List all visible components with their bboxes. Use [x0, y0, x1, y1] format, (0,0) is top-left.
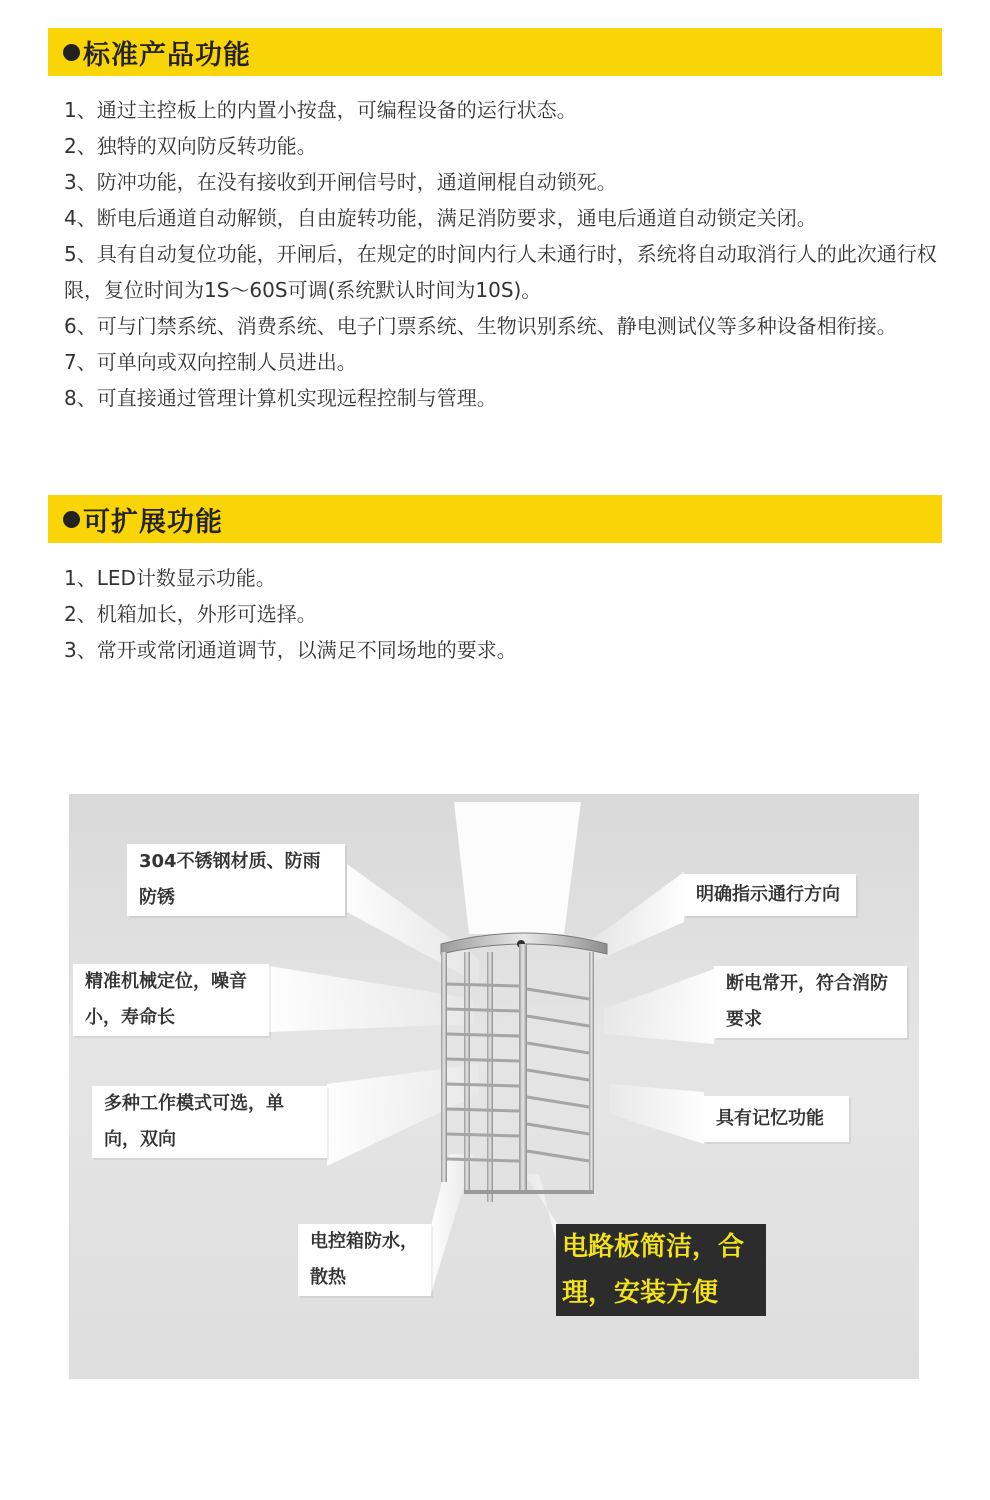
callout-waterproof: 电控箱防水，散热	[298, 1224, 431, 1296]
extended-feature-list	[64, 560, 940, 668]
list-item: 6、可与门禁系统、消费系统、电子门票系统、生物识别系统、静电测试仪等多种设备相衔接。	[64, 314, 897, 338]
list-item: 4、断电后通道自动解锁，自由旋转功能，满足消防要求，通电后通道自动锁定关闭。	[64, 206, 817, 230]
callout-stainless: 304不锈钢材质、防雨防锈	[127, 844, 345, 916]
list-item: 1、通过主控板上的内置小按盘，可编程设备的运行状态。	[64, 98, 577, 122]
callout-circuit: 电路板简洁，合理，安装方便	[556, 1224, 766, 1316]
callout-fire: 断电常开，符合消防要求	[714, 966, 907, 1038]
callout-precision: 精准机械定位，噪音小，寿命长	[73, 964, 269, 1036]
bullet-dot-icon	[63, 44, 80, 61]
list-item: 5、具有自动复位功能，开闸后，在规定的时间内行人未通行时，系统将自动取消行人的此次通行权限，复位时间为1S～60S可调(系统默认时间为10S)。	[64, 242, 937, 302]
list-item: 2、独特的双向防反转功能。	[64, 134, 317, 158]
list-item: 8、可直接通过管理计算机实现远程控制与管理。	[64, 386, 497, 410]
list-item: 3、常开或常闭通道调节，以满足不同场地的要求。	[64, 638, 517, 662]
callout-modes: 多种工作模式可选，单向，双向	[92, 1086, 327, 1158]
callout-direction: 明确指示通行方向	[684, 874, 856, 916]
section-title-extended: 可扩展功能	[83, 506, 223, 538]
callout-memory: 具有记忆功能	[704, 1096, 849, 1142]
section-header-extended	[48, 495, 942, 543]
bullet-dot-icon	[63, 511, 80, 528]
section-title-standard: 标准产品功能	[83, 39, 251, 71]
list-item: 7、可单向或双向控制人员进出。	[64, 350, 357, 374]
turnstile-feature-image	[69, 794, 919, 1379]
list-item: 3、防冲功能，在没有接收到开闸信号时，通道闸棍自动锁死。	[64, 170, 617, 194]
list-item: 2、机箱加长，外形可选择。	[64, 602, 317, 626]
list-item: 1、LED计数显示功能。	[64, 566, 276, 590]
standard-feature-list	[64, 92, 940, 416]
section-header-standard	[48, 28, 942, 76]
